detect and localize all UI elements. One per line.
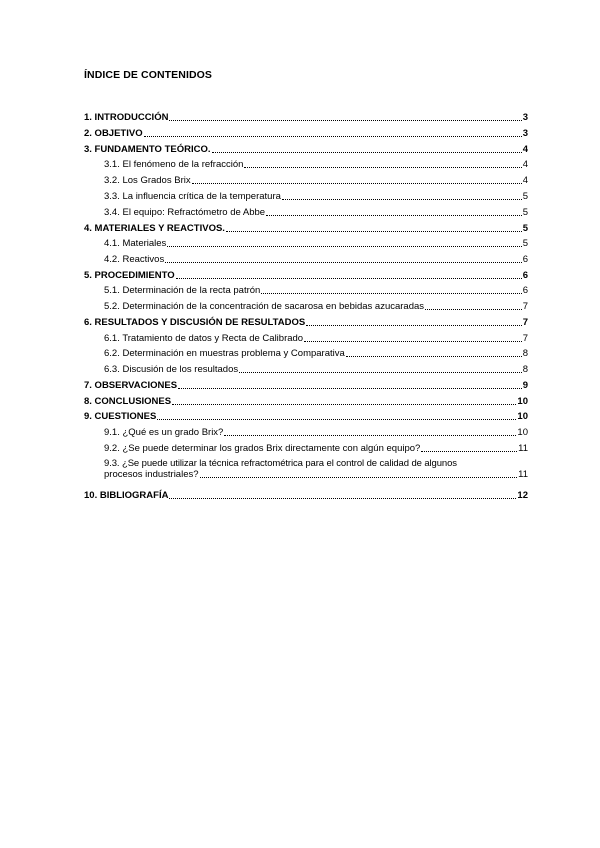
toc-section-entry[interactable] bbox=[84, 144, 528, 155]
toc-subsection-entry[interactable] bbox=[104, 427, 528, 438]
toc-subsection-entry[interactable] bbox=[104, 443, 528, 454]
toc-subsection-entry[interactable] bbox=[104, 333, 528, 344]
toc-section-entry[interactable] bbox=[84, 490, 528, 501]
dot-leader bbox=[144, 136, 522, 137]
toc-subsection-entry[interactable] bbox=[104, 348, 528, 359]
toc-entry-title: 2. OBJETIVO bbox=[84, 128, 143, 139]
page-title: ÍNDICE DE CONTENIDOS bbox=[84, 69, 213, 81]
toc-page-number: 5 bbox=[522, 223, 528, 234]
toc-page-number: 12 bbox=[517, 490, 528, 501]
toc-page-number: 7 bbox=[522, 317, 528, 328]
toc-entry-title: 9.1. ¿Qué es un grado Brix? bbox=[104, 427, 224, 438]
toc-subsection-entry[interactable] bbox=[104, 301, 528, 312]
toc-page-number: 3 bbox=[522, 112, 528, 123]
dot-leader bbox=[167, 246, 521, 247]
toc-page-number: 8 bbox=[522, 348, 528, 359]
toc-page-number: 5 bbox=[522, 207, 528, 218]
toc-section-entry[interactable] bbox=[84, 112, 528, 123]
toc-entry-title: 3.3. La influencia crítica de la temperatura bbox=[104, 191, 281, 202]
dot-leader bbox=[224, 435, 516, 436]
dot-leader bbox=[172, 404, 516, 405]
toc-subsection-entry[interactable] bbox=[104, 207, 528, 218]
toc-page-number: 5 bbox=[522, 191, 528, 202]
toc-entry-title: 10. BIBLIOGRAFÍA bbox=[84, 490, 169, 501]
toc-page-number: 7 bbox=[522, 301, 528, 312]
toc-page-number: 6 bbox=[522, 285, 528, 296]
toc-page-number: 8 bbox=[522, 364, 528, 375]
toc-page-number: 4 bbox=[522, 144, 528, 155]
dot-leader bbox=[200, 477, 518, 478]
dot-leader bbox=[165, 262, 522, 263]
dot-leader bbox=[192, 183, 522, 184]
dot-leader bbox=[169, 120, 521, 121]
toc-entry-title: 9. CUESTIONES bbox=[84, 411, 157, 422]
dot-leader bbox=[244, 167, 521, 168]
toc-entry-title: 6.3. Discusión de los resultados bbox=[104, 364, 239, 375]
toc-page-number: 4 bbox=[522, 159, 528, 170]
dot-leader bbox=[266, 215, 522, 216]
toc-page-number: 9 bbox=[522, 380, 528, 391]
toc-section-entry[interactable] bbox=[84, 128, 528, 139]
toc-entry-title: 3.2. Los Grados Brix bbox=[104, 175, 191, 186]
toc-subsection-entry[interactable] bbox=[104, 458, 528, 480]
dot-leader bbox=[304, 341, 522, 342]
dot-leader bbox=[169, 498, 516, 499]
toc-page-number: 11 bbox=[518, 469, 528, 480]
dot-leader bbox=[157, 419, 516, 420]
toc-section-entry[interactable] bbox=[84, 411, 528, 422]
toc-page-number: 4 bbox=[522, 175, 528, 186]
dot-leader bbox=[346, 356, 522, 357]
toc-entry-title: 3.4. El equipo: Refractómetro de Abbe bbox=[104, 207, 266, 218]
toc-entry-title: 1. INTRODUCCIÓN bbox=[84, 112, 169, 123]
toc-section-entry[interactable] bbox=[84, 270, 528, 281]
toc-page-number: 6 bbox=[522, 270, 528, 281]
toc-page-number: 11 bbox=[518, 443, 528, 454]
toc-entry-title: 3. FUNDAMENTO TEÓRICO. bbox=[84, 144, 211, 155]
toc-entry-title: 5.1. Determinación de la recta patrón bbox=[104, 285, 261, 296]
toc-page-number: 3 bbox=[522, 128, 528, 139]
dot-leader bbox=[421, 451, 517, 452]
dot-leader bbox=[306, 325, 522, 326]
toc-entry-title: 5.2. Determinación de la concentración de sacarosa en bebidas azucaradas bbox=[104, 301, 425, 312]
toc-entry-title: 4. MATERIALES Y REACTIVOS. bbox=[84, 223, 225, 234]
toc-subsection-entry[interactable] bbox=[104, 238, 528, 249]
toc-entry-title: 4.1. Materiales bbox=[104, 238, 167, 249]
toc-page-number: 10 bbox=[517, 396, 528, 407]
toc-page-number: 10 bbox=[517, 411, 528, 422]
toc-entry-title-continued: procesos industriales? bbox=[104, 469, 199, 480]
toc-entry-title: 6.2. Determinación en muestras problema y Comparativa bbox=[104, 348, 345, 359]
toc-subsection-entry[interactable] bbox=[104, 175, 528, 186]
toc-section-entry[interactable] bbox=[84, 317, 528, 328]
dot-leader bbox=[239, 372, 522, 373]
toc-section-entry[interactable] bbox=[84, 223, 528, 234]
toc-entry-title: 4.2. Reactivos bbox=[104, 254, 165, 265]
toc-subsection-entry[interactable] bbox=[104, 285, 528, 296]
dot-leader bbox=[282, 199, 522, 200]
toc-section-entry[interactable] bbox=[84, 380, 528, 391]
toc-page-number: 7 bbox=[522, 333, 528, 344]
toc-subsection-entry[interactable] bbox=[104, 191, 528, 202]
dot-leader bbox=[178, 388, 522, 389]
toc-entry-title: 6. RESULTADOS Y DISCUSIÓN DE RESULTADOS bbox=[84, 317, 306, 328]
toc-entry-title: 9.2. ¿Se puede determinar los grados Brix directamente con algún equipo? bbox=[104, 443, 421, 454]
toc-page-number: 6 bbox=[522, 254, 528, 265]
toc-section-entry[interactable] bbox=[84, 396, 528, 407]
dot-leader bbox=[212, 152, 522, 153]
toc-entry-title: 6.1. Tratamiento de datos y Recta de Calibrado bbox=[104, 333, 304, 344]
toc-subsection-entry[interactable] bbox=[104, 159, 528, 170]
toc-entry-title: 8. CONCLUSIONES bbox=[84, 396, 172, 407]
toc-entry-title: 5. PROCEDIMIENTO bbox=[84, 270, 175, 281]
dot-leader bbox=[226, 231, 522, 232]
toc-entry-title: 7. OBSERVACIONES bbox=[84, 380, 178, 391]
toc-entry-title: 3.1. El fenómeno de la refracción bbox=[104, 159, 244, 170]
toc-page-number: 10 bbox=[517, 427, 528, 438]
toc-entry-title: 9.3. ¿Se puede utilizar la técnica refractométrica para el control de calidad de algunos bbox=[104, 458, 457, 469]
toc-subsection-entry[interactable] bbox=[104, 364, 528, 375]
dot-leader bbox=[261, 293, 521, 294]
toc-page-number: 5 bbox=[522, 238, 528, 249]
toc-subsection-entry[interactable] bbox=[104, 254, 528, 265]
dot-leader bbox=[425, 309, 522, 310]
dot-leader bbox=[176, 278, 522, 279]
